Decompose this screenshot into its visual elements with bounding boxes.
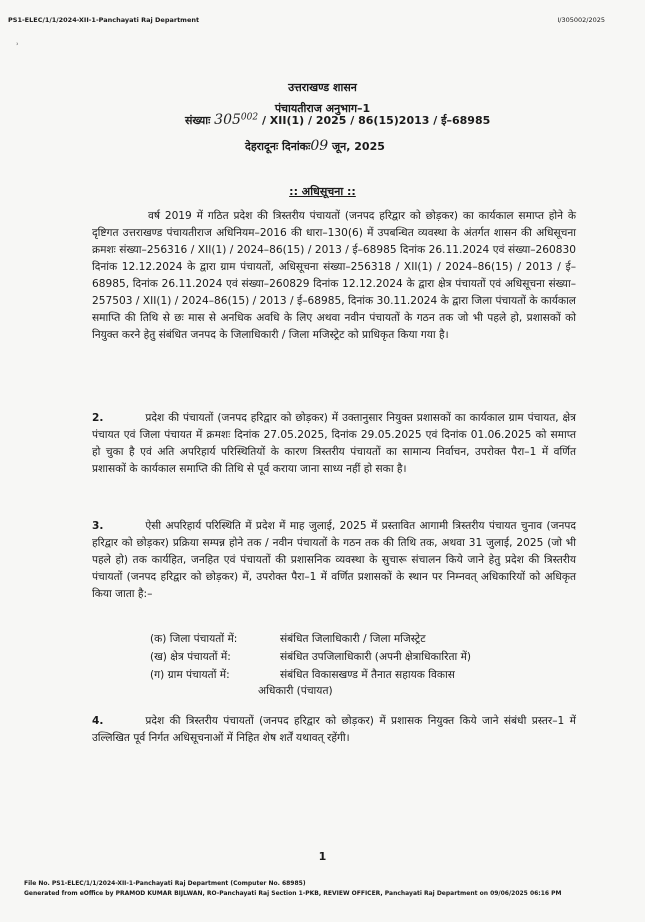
header-doc-id: I/305002/2025 — [557, 16, 605, 24]
paragraph-1: वर्ष 2019 में गठित प्रदेश की त्रिस्तरीय पंचायतों (जनपद हरिद्वार को छोड़कर) का कार्यकाल समाप्त होने के दृष्टिगत उत्तराखण्ड पंचायतीराज अधिनियम–2016 की धारा–130(6) में उपबन्धित व्यवस्था के अंतर्गत शासन की अधिसूचना क्रमशः संख्या–256316 / XII(1) / 2024–86(15) / 2013 / ई–68985 दिनांक 26.11.2024 एवं संख्या–260830 दिनांक 12.12.2024 के द्वारा ग्राम पंचायतों, अधिसूचना संख्या–256318 / XII(1) / 2024–86(15) / 2013 / ई–68985, दिनांक 26.11.2024 एवं संख्या–260829 दिनांक 12.12.2024 के द्वारा क्षेत्र पंचायतों एवं अधिसूचना संख्या–257503 / XII(1) / 2024–86(15) / 2013 / ई–68985, दिनांक 30.11.2024 के द्वारा जिला पंचायतों के कार्यकाल समाप्ति की तिथि से छः मास से अनधिक अवधि के लिए अथवा नवीन पंचायतों के गठन तक जो भी पहले हो, प्रशासकों को नियुक्त करने हेतु संबंधित जनपद के जिलाधिकारी / जिला मजिस्ट्रेट को प्राधिकृत किया गया है। — [92, 210, 576, 341]
page-number: 1 — [318, 850, 327, 863]
paragraph-3-number: 3. — [92, 520, 104, 532]
letter-number — [185, 112, 490, 128]
list-item-label: (क) जिला पंचायतों में: — [150, 633, 238, 645]
list-item-value: संबंधित उपजिलाधिकारी (अपनी क्षेत्राधिकारिता में) — [280, 651, 472, 663]
handwritten-number: 305 — [214, 112, 241, 128]
date-rest: जून, 2025 — [328, 140, 385, 153]
notification-title: :: अधिसूचना :: — [289, 185, 356, 198]
list-item-label: (ख) क्षेत्र पंचायतों में: — [150, 651, 231, 663]
govt-title: उत्तराखण्ड शासन — [288, 81, 357, 94]
footer-file-line: File No. PS1-ELEC/1/1/2024-XII-1-Panchayati Raj Department (Computer No. 68985) — [24, 880, 306, 887]
paragraph-2-number: 2. — [92, 412, 104, 424]
paragraph-2 — [92, 410, 576, 478]
paragraph-3 — [92, 518, 576, 603]
section-title: पंचायतीराज अनुभाग–1 — [274, 102, 371, 115]
paragraph-4 — [92, 713, 576, 747]
number-label: संख्याः — [185, 114, 211, 127]
list-item — [150, 666, 455, 684]
paragraph-4-number: 4. — [92, 715, 104, 727]
paragraph-2-text: प्रदेश की पंचायतों (जनपद हरिद्वार को छोड़कर) में उक्तानुसार नियुक्त प्रशासकों का कार्यकाल ग्राम पंचायत, क्षेत्र पंचायत एवं जिला पंचायत में क्रमशः दिनांक 27.05.2025, दिनांक 29.05.2025 एवं दिनांक 01.06.2025 को समाप्त हो चुका है एवं अति अपरिहार्य परिस्थितियों के कारण त्रिस्तरीय पंचायतों का सामान्य निर्वाचन, उपरोक्त पैरा–1 में वर्णित प्रशासकों के कार्यकाल समाप्ति की तिथि से पूर्व कराया जाना साध्य नहीं हो सका है। — [92, 412, 576, 475]
handwritten-number-sup: 002 — [240, 112, 259, 123]
paragraph-3-text: ऐसी अपरिहार्य परिस्थिति में प्रदेश में माह जुलाई, 2025 में प्रस्तावित आगामी त्रिस्तरीय पंचायत चुनाव (जनपद हरिद्वार को छोड़कर) प्रक्रिया सम्पन्न होने तक / नवीन पंचायतों के गठन तक की तिथि तक, अथवा 31 जुलाई, 2025 (जो भी पहले हो) तक कार्यहित, जनहित एवं पंचायतों की प्रशासनिक व्यवस्था के सुचारू संचालन किये जाने हेतु प्रदेश की त्रिस्तरीय पंचायतों (जनपद हरिद्वार को छोड़कर) में, उपरोक्त पैरा–1 में वर्णित प्रशासकों के स्थान पर निम्नवत् अधिकारियों को अधिकृत किया जाता है:– — [92, 520, 576, 600]
footer-generated-line: Generated from eOffice by PRAMOD KUMAR BIJLWAN, RO-Panchayati Raj Section 1-PKB, REVIEW OFFICER, Panchayati Raj Department on 09/06/2025 06:16 PM — [24, 890, 562, 897]
header-file-ref: PS1-ELEC/1/1/2024-XII-1-Panchayati Raj Department — [8, 16, 200, 24]
list-item — [150, 630, 426, 648]
number-rest: / XII(1) / 2025 / 86(15)2013 / ई–68985 — [261, 114, 491, 127]
date-line — [245, 138, 385, 154]
notification-heading — [0, 184, 645, 199]
paragraph-4-text: प्रदेश की त्रिस्तरीय पंचायतों (जनपद हरिद्वार को छोड़कर) में प्रशासक नियुक्त किये जाने संबंधी प्रस्तर–1 में उल्लिखित पूर्व निर्गत अधिसूचनाओं में निहित शेष शर्तें यथावत् रहेंगी। — [92, 715, 576, 744]
date-label: देहरादूनः दिनांकः — [245, 140, 311, 153]
list-item-value: संबंधित जिलाधिकारी / जिला मजिस्ट्रेट — [280, 633, 426, 645]
handwritten-date: 09 — [310, 138, 329, 154]
list-item-continuation: अधिकारी (पंचायत) — [258, 685, 333, 697]
list-item-value: संबंधित विकासखण्ड में तैनात सहायक विकास — [280, 669, 455, 681]
margin-mark: ʾ — [16, 42, 20, 53]
list-item-label: (ग) ग्राम पंचायतों में: — [150, 669, 230, 681]
list-item — [150, 648, 471, 666]
